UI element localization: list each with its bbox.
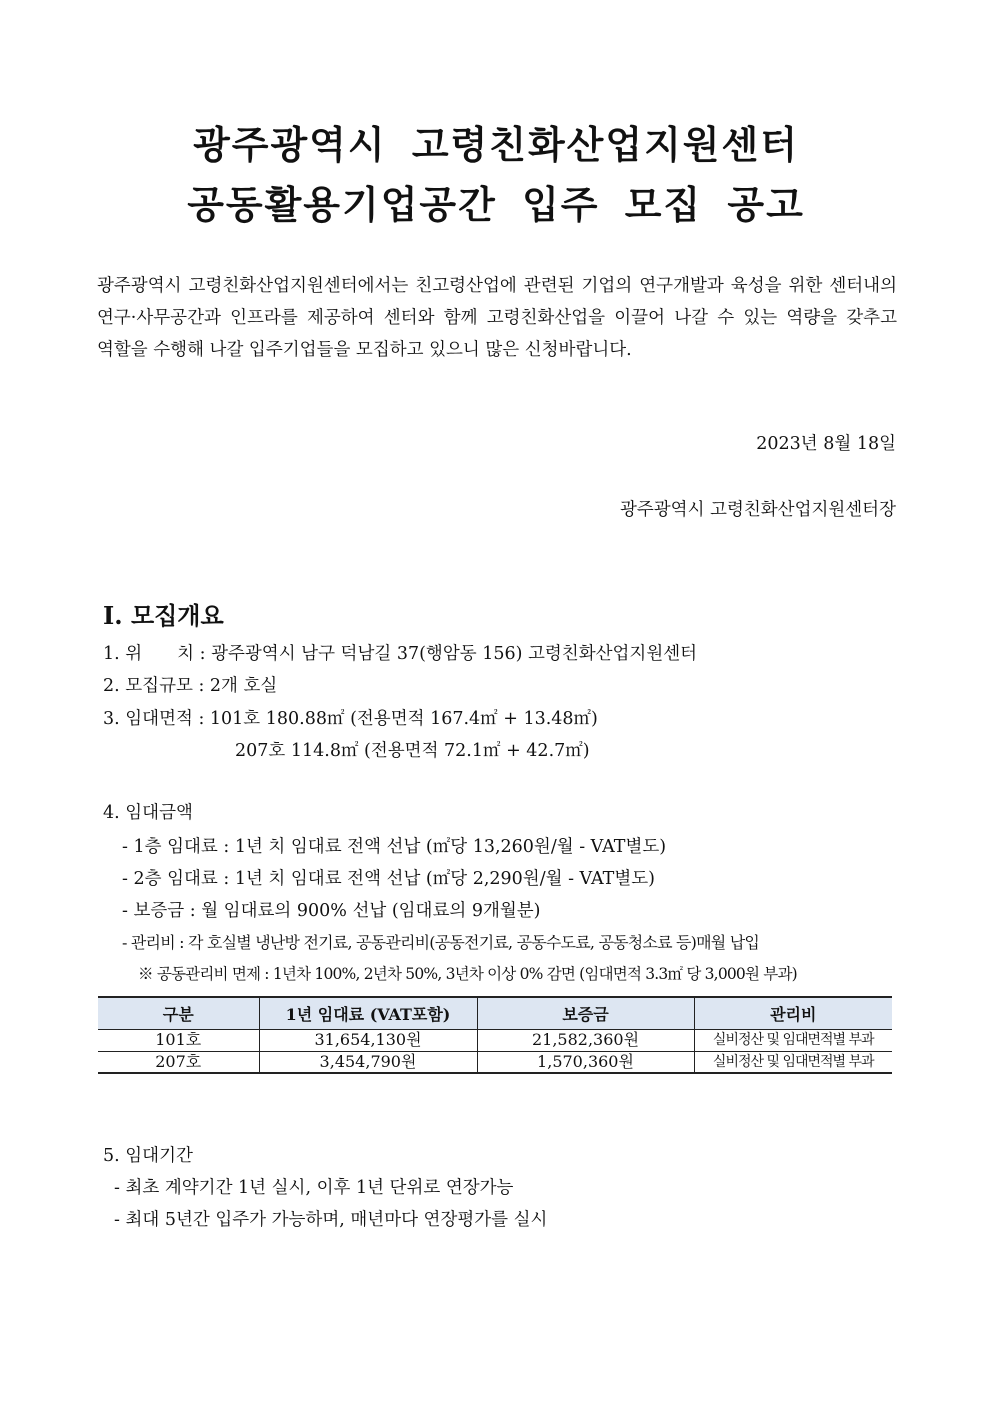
item-period-1: - 최초 계약기간 1년 실시, 이후 1년 단위로 연장가능	[114, 1178, 514, 1198]
item-rent-title: 4. 임대금액	[103, 803, 193, 823]
section-title-overview: Ⅰ. 모집개요	[103, 601, 224, 630]
item-scale: 2. 모집규모 : 2개 호실	[103, 676, 278, 696]
issuer: 광주광역시 고령친화산업지원센터장	[619, 500, 896, 520]
item-area-207: 207호 114.8㎡ (전용면적 72.1㎡ + 42.7㎡)	[235, 741, 590, 761]
item-area-101: 3. 임대면적 : 101호 180.88㎡ (전용면적 167.4㎡ + 13.48㎡)	[103, 709, 598, 729]
title-line-2: 공동활용기업공간 입주 모집 공고	[187, 182, 805, 227]
fee-cell-deposit: 1,570,360원	[477, 1051, 694, 1073]
fee-cell-annual-rent: 3,454,790원	[259, 1051, 477, 1073]
fee-header-deposit: 보증금	[477, 997, 694, 1029]
item-rent-floor2: - 2층 임대료 : 1년 치 임대료 전액 선납 (㎡당 2,290원/월 - VAT별도)	[122, 869, 655, 889]
item-period-title: 5. 임대기간	[103, 1146, 193, 1166]
fee-table	[98, 996, 892, 1074]
fee-cell-maintenance: 실비정산 및 임대면적별 부과	[694, 1029, 892, 1051]
fee-cell-room: 101호	[98, 1029, 259, 1051]
item-rent-floor1: - 1층 임대료 : 1년 치 임대료 전액 선납 (㎡당 13,260원/월 - VAT별도)	[122, 837, 667, 857]
table-row	[98, 1029, 892, 1051]
fee-cell-annual-rent: 31,654,130원	[259, 1029, 477, 1051]
item-maintenance-note: ※ 공동관리비 면제 : 1년차 100%, 2년차 50%, 3년차 이상 0% 감면 (임대면적 3.3㎡ 당 3,000원 부과)	[138, 965, 797, 983]
fee-cell-deposit: 21,582,360원	[477, 1029, 694, 1051]
item-period-2: - 최대 5년간 입주가 가능하며, 매년마다 연장평가를 실시	[114, 1210, 548, 1230]
fee-header-annual-rent: 1년 임대료 (VAT포함)	[259, 997, 477, 1029]
announcement-date: 2023년 8월 18일	[756, 434, 896, 454]
fee-cell-maintenance: 실비정산 및 임대면적별 부과	[694, 1051, 892, 1073]
item-deposit: - 보증금 : 월 임대료의 900% 선납 (임대료의 9개월분)	[122, 901, 541, 921]
fee-cell-room: 207호	[98, 1051, 259, 1073]
fee-table-header-row	[98, 997, 892, 1029]
table-row	[98, 1051, 892, 1073]
title-line-1: 광주광역시 고령친화산업지원센터	[193, 122, 799, 167]
fee-header-maintenance: 관리비	[694, 997, 892, 1029]
item-maintenance: - 관리비 : 각 호실별 냉난방 전기료, 공동관리비(공동전기료, 공동수도료, 공동청소료 등)매월 납입	[122, 933, 760, 952]
item-location: 1. 위 치 : 광주광역시 남구 덕남길 37(행암동 156) 고령친화산업지원센터	[103, 644, 698, 664]
intro-paragraph: 광주광역시 고령친화산업지원센터에서는 친고령산업에 관련된 기업의 연구개발과 육성을 위한 센터내의 연구·사무공간과 인프라를 제공하여 센터와 함께 고령친화산업을 이끌어 나갈 수 있는 역량을 갖추고 역할을 수행해 나갈 입주기업들을 모집하고 있으니 많은 신청바랍니다.	[97, 276, 897, 360]
fee-header-category: 구분	[98, 997, 259, 1029]
